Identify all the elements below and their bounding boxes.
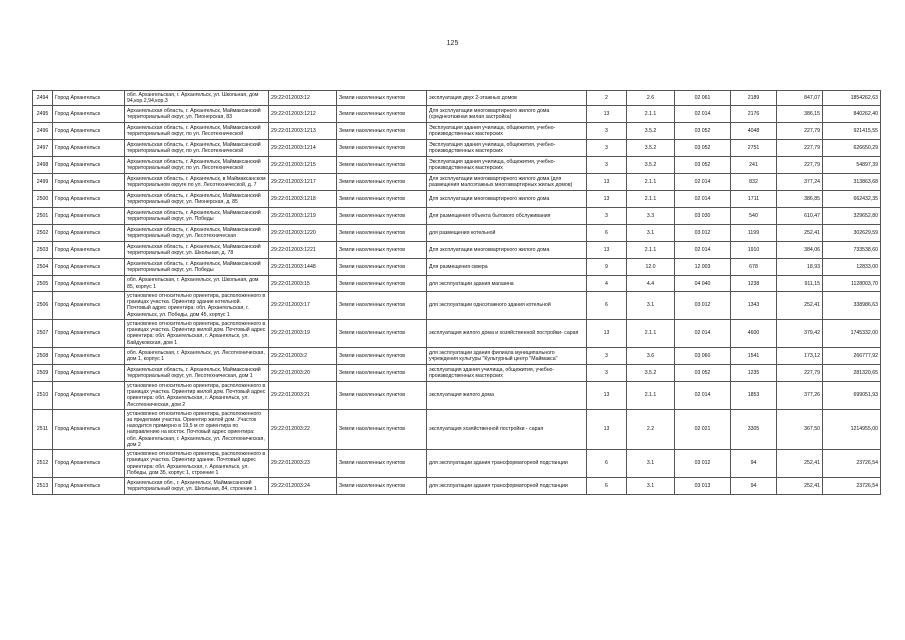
land-category: Земли населенных пунктов (337, 364, 427, 381)
cadastral-number: 29:22:012003:1214 (269, 140, 337, 157)
permitted-use: Для размещения сквера (427, 259, 587, 276)
permitted-use: эксплуатация здания училища, общежития, учебно- производственных мастерских (427, 364, 587, 381)
table-row (33, 347, 881, 364)
address: установлено относительно ориентира, расположенного в границах участка. Ориентир здание котельной. Почтовый адрес ориентира: обл. Архангельская, г. Архангельск, ул. Победы, дом 45, корпус 1 (125, 291, 269, 319)
land-category: Земли населенных пунктов (337, 174, 427, 191)
use-code: 2.1.1 (627, 174, 675, 191)
row-number: 2497 (33, 140, 53, 157)
use-code: 2.1.1 (627, 381, 675, 409)
land-category: Земли населенных пунктов (337, 208, 427, 225)
cadastral-value: 1214955,00 (823, 409, 881, 449)
table-row (33, 174, 881, 191)
address: Архангельская область, г. Архангельск, Маймаксанский территориальный округ, ул. Победы (125, 259, 269, 276)
area-value: 2751 (731, 140, 777, 157)
land-category: Земли населенных пунктов (337, 291, 427, 319)
land-category: Земли населенных пунктов (337, 106, 427, 123)
row-number: 2496 (33, 123, 53, 140)
city-name: Город Архангельск (53, 450, 125, 478)
specific-value: 227,79 (777, 140, 823, 157)
specific-value: 227,79 (777, 364, 823, 381)
specific-value: 847,07 (777, 91, 823, 106)
area-value: 4048 (731, 123, 777, 140)
group-number: 6 (587, 225, 627, 242)
cadastral-value: 840262,40 (823, 106, 881, 123)
kind-code: 02 014 (675, 191, 731, 208)
permitted-use: Для размещения объекта бытового обслуживания (427, 208, 587, 225)
permitted-use: эксплуатация двух 2-этажных домов (427, 91, 587, 106)
table-row (33, 259, 881, 276)
use-code: 3.5.2 (627, 140, 675, 157)
city-name: Город Архангельск (53, 291, 125, 319)
land-category: Земли населенных пунктов (337, 225, 427, 242)
cadastral-value: 54897,39 (823, 157, 881, 174)
cadastral-number: 29:22:012003:1219 (269, 208, 337, 225)
specific-value: 911,15 (777, 276, 823, 291)
land-category: Земли населенных пунктов (337, 409, 427, 449)
row-number: 2495 (33, 106, 53, 123)
city-name: Город Архангельск (53, 174, 125, 191)
permitted-use: эксплуатация жилого дома и хозяйственной постройки- сарая (427, 319, 587, 347)
use-code: 3.5.2 (627, 157, 675, 174)
specific-value: 227,79 (777, 123, 823, 140)
table-row (33, 381, 881, 409)
city-name: Город Архангельск (53, 364, 125, 381)
specific-value: 610,47 (777, 208, 823, 225)
address: Архангельская область, г. Архангельск, Маймаксанский территориальный округ, ул. Школьная, д. 78 (125, 242, 269, 259)
group-number: 13 (587, 242, 627, 259)
group-number: 3 (587, 157, 627, 174)
area-value: 1910 (731, 242, 777, 259)
group-number: 13 (587, 106, 627, 123)
land-category: Земли населенных пунктов (337, 276, 427, 291)
table-row (33, 208, 881, 225)
cadastral-value: 23726,54 (823, 450, 881, 478)
cadastral-number: 29:22:012003:1213 (269, 123, 337, 140)
city-name: Город Архангельск (53, 347, 125, 364)
cadastral-value: 1745332,00 (823, 319, 881, 347)
row-number: 2506 (33, 291, 53, 319)
use-code: 3.5.2 (627, 364, 675, 381)
city-name: Город Архангельск (53, 123, 125, 140)
group-number: 2 (587, 91, 627, 106)
address: установлено относительно ориентира, расположенного в границах участка. Ориентир жилой дом. Почтовый адрес ориентира: обл. Архангельская, г. Архангельск, ул. Лесотехническая, дом 2 (125, 381, 269, 409)
land-category: Земли населенных пунктов (337, 478, 427, 495)
kind-code: 03 052 (675, 157, 731, 174)
cadastral-number: 29:22:012003:22 (269, 409, 337, 449)
city-name: Город Архангельск (53, 106, 125, 123)
address: Архангельская область, г. Архангельск, Маймаксанский территориальный округ, ул. Победы (125, 208, 269, 225)
permitted-use: Для эксплуатации многоквартирного жилого дома (для размещения малоэтажных многоквартирных жилых домов) (427, 174, 587, 191)
page-number: 125 (446, 40, 459, 47)
area-value: 1711 (731, 191, 777, 208)
row-number: 2499 (33, 174, 53, 191)
group-number: 9 (587, 259, 627, 276)
permitted-use: Эксплуатация здания училища, общежития, учебно- производственных мастерских (427, 140, 587, 157)
row-number: 2509 (33, 364, 53, 381)
kind-code: 02 014 (675, 242, 731, 259)
table-row (33, 364, 881, 381)
cadastral-value: 733538,60 (823, 242, 881, 259)
cadastral-number: 29:22:012003:1212 (269, 106, 337, 123)
table-row (33, 123, 881, 140)
specific-value: 377,26 (777, 381, 823, 409)
land-plots-table (32, 90, 881, 495)
address: обл. Архангельская, г. Архангельск, ул. Школьная, дом 94,кор.2,94,кор.3 (125, 91, 269, 106)
table-row (33, 276, 881, 291)
land-category: Земли населенных пунктов (337, 259, 427, 276)
specific-value: 252,41 (777, 225, 823, 242)
area-value: 1199 (731, 225, 777, 242)
specific-value: 379,42 (777, 319, 823, 347)
address: Архангельская область, г. Архангельск, Маймаксанский территориальный округ, ул. Пионерская, 83 (125, 106, 269, 123)
cadastral-number: 29:22:012003:1220 (269, 225, 337, 242)
area-value: 1541 (731, 347, 777, 364)
group-number: 13 (587, 191, 627, 208)
specific-value: 252,41 (777, 450, 823, 478)
group-number: 3 (587, 364, 627, 381)
group-number: 6 (587, 291, 627, 319)
specific-value: 384,06 (777, 242, 823, 259)
specific-value: 367,50 (777, 409, 823, 449)
specific-value: 173,12 (777, 347, 823, 364)
table-row (33, 291, 881, 319)
kind-code: 03 012 (675, 291, 731, 319)
area-value: 4600 (731, 319, 777, 347)
permitted-use: эксплуатация жилого дома (427, 381, 587, 409)
row-number: 2511 (33, 409, 53, 449)
cadastral-number: 29:22:012003:17 (269, 291, 337, 319)
kind-code: 03 012 (675, 450, 731, 478)
address: обл. Архангельская, г. Архангельск, ул. Лесотехническая, дом 1, корпус 1 (125, 347, 269, 364)
cadastral-number: 29:22:012003:21 (269, 381, 337, 409)
table-row (33, 91, 881, 106)
city-name: Город Архангельск (53, 409, 125, 449)
address: Архангельская область, г. Архангельск, Маймаксанский территориальный округ, ул. Лесотехническая (125, 225, 269, 242)
address: Архангельская область, г. Архангельск, Маймаксанский территориальный округ, по ул. Лесотехнической (125, 157, 269, 174)
specific-value: 386,85 (777, 191, 823, 208)
area-value: 1235 (731, 364, 777, 381)
kind-code: 02 061 (675, 91, 731, 106)
city-name: Город Архангельск (53, 208, 125, 225)
cadastral-value: 338986,63 (823, 291, 881, 319)
cadastral-number: 29:22:012003:19 (269, 319, 337, 347)
address: обл. Архангельская, г. Архангельск, ул. Школьная, дом 85, корпус 1 (125, 276, 269, 291)
area-value: 678 (731, 259, 777, 276)
kind-code: 02 014 (675, 381, 731, 409)
row-number: 2508 (33, 347, 53, 364)
address: установлено относительно ориентира, расположенного за пределами участка. Ориентир жилой дом. Участок находится примерно в 19,5 м от ориентира по направлению на восток. Почтовый адрес ориентира: обл. Архангельская, г. Архангельск, ул. Лесотехническая, дом 2 (125, 409, 269, 449)
kind-code: 03 030 (675, 208, 731, 225)
kind-code: 04 040 (675, 276, 731, 291)
city-name: Город Архангельск (53, 225, 125, 242)
kind-code: 02 014 (675, 319, 731, 347)
land-category: Земли населенных пунктов (337, 242, 427, 259)
row-number: 2510 (33, 381, 53, 409)
cadastral-value: 699051,93 (823, 381, 881, 409)
cadastral-value: 302629,59 (823, 225, 881, 242)
cadastral-value: 23726,54 (823, 478, 881, 495)
use-code: 2.2 (627, 409, 675, 449)
specific-value: 386,15 (777, 106, 823, 123)
cadastral-value: 266777,92 (823, 347, 881, 364)
address: Архангельская область, г. Архангельск, Маймаксанский территориальный округ, ул. Пионерская, д. 85 (125, 191, 269, 208)
table-row (33, 191, 881, 208)
address: установлено относительно ориентира, расположенного в границах участка. Ориентир здание. Почтовый адрес ориентира: обл. Архангельская, г. Архангельск, ул. Победы, дом 35, корпус 1, строение 1 (125, 450, 269, 478)
cadastral-number: 29:22:012003:1448 (269, 259, 337, 276)
city-name: Город Архангельск (53, 381, 125, 409)
group-number: 13 (587, 381, 627, 409)
use-code: 3.1 (627, 291, 675, 319)
area-value: 1238 (731, 276, 777, 291)
address: Архангельская область, г. Архангельск, Маймаксанский территориальный округ, по ул. Лесотехнической (125, 123, 269, 140)
kind-code: 02 014 (675, 174, 731, 191)
address: Архангельская область, г. Архангельск, Маймаксанский территориальный округ, ул. Лесотехническая, дом 1 (125, 364, 269, 381)
area-value: 1343 (731, 291, 777, 319)
use-code: 2.6 (627, 91, 675, 106)
cadastral-value: 12833,00 (823, 259, 881, 276)
cadastral-value: 313863,68 (823, 174, 881, 191)
kind-code: 12 003 (675, 259, 731, 276)
city-name: Город Архангельск (53, 191, 125, 208)
city-name: Город Архангельск (53, 157, 125, 174)
land-category: Земли населенных пунктов (337, 140, 427, 157)
group-number: 13 (587, 409, 627, 449)
permitted-use: для размещения котельной (427, 225, 587, 242)
table-row (33, 157, 881, 174)
table-row (33, 478, 881, 495)
address: установлено относительно ориентира, расположенного в границах участка. Ориентир жилой дом. Почтовый адрес ориентира: обл. Архангельская, г. Архангельск, ул. Байдуковская, дом 1 (125, 319, 269, 347)
city-name: Город Архангельск (53, 319, 125, 347)
row-number: 2502 (33, 225, 53, 242)
row-number: 2512 (33, 450, 53, 478)
kind-code: 02 021 (675, 409, 731, 449)
land-category: Земли населенных пунктов (337, 347, 427, 364)
use-code: 3.1 (627, 478, 675, 495)
cadastral-value: 921415,55 (823, 123, 881, 140)
cadastral-number: 29:22:012003:1218 (269, 191, 337, 208)
permitted-use: для эксплуатации здания трансформаторной подстанции (427, 450, 587, 478)
cadastral-number: 29:22:012003:1221 (269, 242, 337, 259)
city-name: Город Архангельск (53, 276, 125, 291)
cadastral-number: 29:22:012003:23 (269, 450, 337, 478)
permitted-use: для эксплуатации здания магазина (427, 276, 587, 291)
area-value: 3305 (731, 409, 777, 449)
area-value: 540 (731, 208, 777, 225)
row-number: 2505 (33, 276, 53, 291)
kind-code: 03 012 (675, 225, 731, 242)
kind-code: 03 013 (675, 478, 731, 495)
cadastral-value: 1854262,63 (823, 91, 881, 106)
area-value: 2176 (731, 106, 777, 123)
group-number: 13 (587, 319, 627, 347)
use-code: 12.0 (627, 259, 675, 276)
table-row (33, 225, 881, 242)
area-value: 94 (731, 478, 777, 495)
group-number: 3 (587, 123, 627, 140)
land-category: Земли населенных пунктов (337, 381, 427, 409)
permitted-use: Эксплуатация здания училища, общежития, учебно- производственных мастерских (427, 157, 587, 174)
permitted-use: для эксплуатации здания филиала муниципального учреждения культуры "Культурный центр "Маймакса" (427, 347, 587, 364)
use-code: 2.1.1 (627, 242, 675, 259)
cadastral-number: 29:22:012003:1217 (269, 174, 337, 191)
land-category: Земли населенных пунктов (337, 191, 427, 208)
table-row (33, 106, 881, 123)
table-row (33, 409, 881, 449)
cadastral-number: 29:22:012003:24 (269, 478, 337, 495)
cadastral-number: 29:22:012003:1215 (269, 157, 337, 174)
cadastral-value: 626650,29 (823, 140, 881, 157)
cadastral-number: 29:22:012003:12 (269, 91, 337, 106)
use-code: 3.5.2 (627, 123, 675, 140)
city-name: Город Архангельск (53, 91, 125, 106)
permitted-use: Для эксплуатации многоквартирного жилого дома (427, 191, 587, 208)
address: Архангельская область, г. Архангельск, в Маймаксанском территориальном округе по ул. Лесотехнической, д. 7 (125, 174, 269, 191)
table-row (33, 450, 881, 478)
kind-code: 03 052 (675, 123, 731, 140)
specific-value: 252,41 (777, 478, 823, 495)
use-code: 2.1.1 (627, 319, 675, 347)
use-code: 3.3 (627, 208, 675, 225)
specific-value: 227,79 (777, 157, 823, 174)
permitted-use: для эксплуатации одноэтажного здания котельной (427, 291, 587, 319)
use-code: 4.4 (627, 276, 675, 291)
land-category: Земли населенных пунктов (337, 123, 427, 140)
area-value: 1853 (731, 381, 777, 409)
table-row (33, 242, 881, 259)
area-value: 832 (731, 174, 777, 191)
area-value: 94 (731, 450, 777, 478)
group-number: 13 (587, 174, 627, 191)
specific-value: 252,41 (777, 291, 823, 319)
row-number: 2501 (33, 208, 53, 225)
city-name: Город Архангельск (53, 242, 125, 259)
permitted-use: для эксплуатации здания трансформаторной подстанции (427, 478, 587, 495)
permitted-use: Для эксплуатации многоквартирного жилого дома (среднеэтажная жилая застройка) (427, 106, 587, 123)
cadastral-number: 29:22:012003:15 (269, 276, 337, 291)
cadastral-number: 29:22:012003:20 (269, 364, 337, 381)
cadastral-value: 1128003,70 (823, 276, 881, 291)
group-number: 3 (587, 140, 627, 157)
area-value: 241 (731, 157, 777, 174)
group-number: 4 (587, 276, 627, 291)
group-number: 3 (587, 208, 627, 225)
cadastral-value: 281320,65 (823, 364, 881, 381)
address: Архангельская область, г. Архангельск, Маймаксанский территориальный округ, по ул. Лесотехнической (125, 140, 269, 157)
specific-value: 18,93 (777, 259, 823, 276)
use-code: 3.1 (627, 225, 675, 242)
kind-code: 02 014 (675, 106, 731, 123)
city-name: Город Архангельск (53, 140, 125, 157)
city-name: Город Архангельск (53, 259, 125, 276)
permitted-use: эксплуатация хозяйственной постройки - сарая (427, 409, 587, 449)
use-code: 2.1.1 (627, 191, 675, 208)
land-category: Земли населенных пунктов (337, 450, 427, 478)
permitted-use: Для эксплуатации многоквартирного жилого дома (427, 242, 587, 259)
kind-code: 03 060 (675, 347, 731, 364)
land-category: Земли населенных пунктов (337, 319, 427, 347)
land-category: Земли населенных пунктов (337, 157, 427, 174)
table-row (33, 140, 881, 157)
row-number: 2513 (33, 478, 53, 495)
group-number: 6 (587, 478, 627, 495)
land-category: Земли населенных пунктов (337, 91, 427, 106)
cadastral-value: 329652,80 (823, 208, 881, 225)
row-number: 2494 (33, 91, 53, 106)
city-name: Город Архангельск (53, 478, 125, 495)
permitted-use: Эксплуатация здания училища, общежития, учебно- производственных мастерских (427, 123, 587, 140)
address: Архангельская обл., г. Архангельск, Маймаксанский территориальный округ, ул. Школьная, 84, строение 1 (125, 478, 269, 495)
row-number: 2504 (33, 259, 53, 276)
row-number: 2507 (33, 319, 53, 347)
specific-value: 377,24 (777, 174, 823, 191)
area-value: 2189 (731, 91, 777, 106)
group-number: 6 (587, 450, 627, 478)
use-code: 3.1 (627, 450, 675, 478)
use-code: 3.6 (627, 347, 675, 364)
row-number: 2500 (33, 191, 53, 208)
cadastral-value: 662432,35 (823, 191, 881, 208)
kind-code: 03 052 (675, 140, 731, 157)
row-number: 2498 (33, 157, 53, 174)
kind-code: 03 052 (675, 364, 731, 381)
group-number: 3 (587, 347, 627, 364)
use-code: 2.1.1 (627, 106, 675, 123)
row-number: 2503 (33, 242, 53, 259)
table-row (33, 319, 881, 347)
cadastral-number: 29:22:012003:2 (269, 347, 337, 364)
